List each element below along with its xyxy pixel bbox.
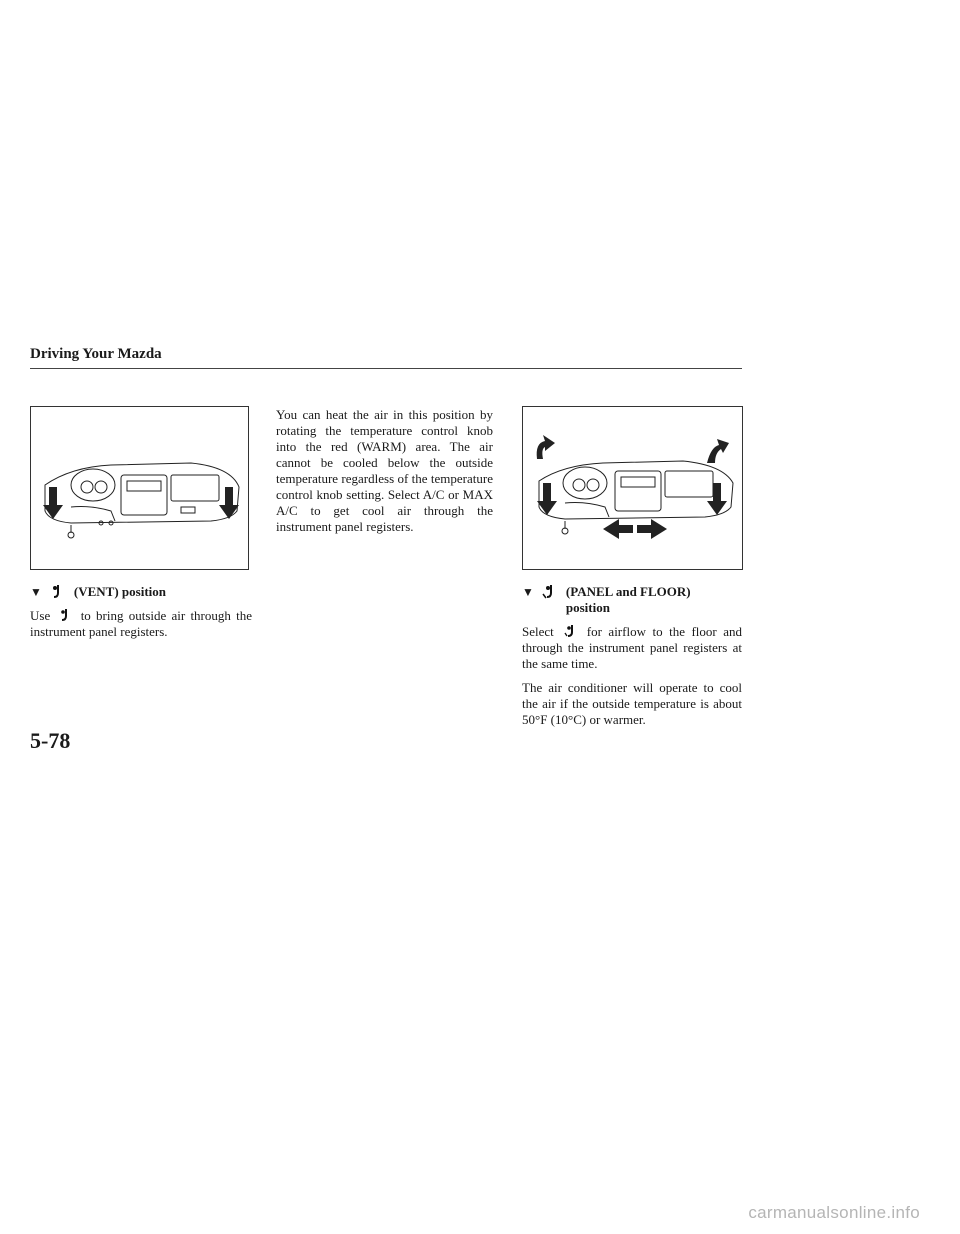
watermark: carmanualsonline.info bbox=[748, 1203, 920, 1222]
vent-body-end: to bring outside air through the instrument panel registers. bbox=[30, 608, 252, 639]
header-rule bbox=[30, 368, 742, 369]
panel-floor-mode-icon bbox=[564, 624, 576, 638]
panel-floor-heading-line2: position bbox=[565, 600, 610, 615]
panel-floor-heading bbox=[522, 584, 742, 616]
floor-left-arrow-icon bbox=[603, 519, 633, 539]
section-marker-icon: ▼ bbox=[522, 585, 534, 599]
section-title: Driving Your Mazda bbox=[30, 346, 162, 362]
vent-dashboard-illustration bbox=[30, 406, 249, 570]
dashboard-drawing bbox=[31, 407, 248, 569]
panel-floor-body-start: Select bbox=[522, 624, 554, 639]
vent-heading bbox=[30, 584, 252, 600]
vent-section bbox=[30, 584, 252, 648]
vent-body-start: Use bbox=[30, 608, 51, 623]
panel-floor-section bbox=[522, 584, 742, 736]
ac-operation-note: The air conditioner will operate to cool the air if the outside temperature is about 50°F (10°C) or warmer. bbox=[522, 680, 742, 727]
right-up-arrow-icon bbox=[707, 439, 729, 463]
panel-floor-dashboard-illustration bbox=[522, 406, 743, 570]
floor-right-arrow-icon bbox=[637, 519, 667, 539]
vent-mode-icon bbox=[50, 584, 64, 600]
section-marker-icon: ▼ bbox=[30, 585, 42, 599]
heating-note bbox=[276, 407, 493, 543]
left-up-arrow-icon bbox=[537, 435, 555, 459]
panel-floor-heading-line1: (PANEL and FLOOR) bbox=[565, 584, 691, 599]
page-number: 5-78 bbox=[30, 728, 71, 753]
vent-heading-text: (VENT) position bbox=[73, 584, 166, 599]
panel-floor-mode-icon bbox=[542, 584, 556, 600]
vent-mode-icon bbox=[59, 608, 71, 622]
panel-floor-body bbox=[522, 624, 742, 672]
heating-note-text: You can heat the air in this position by rotating the temperature control knob into the red (WARM) area. The air cannot be cooled below the outside temperature regardless of the temperature control knob setting. Select A/C or MAX A/C to get cool air through the instrument panel registers. bbox=[276, 407, 493, 534]
vent-body bbox=[30, 608, 252, 640]
panel-floor-body-end: for airflow to the floor and through the instrument panel registers at the same time. bbox=[522, 624, 742, 671]
dashboard-drawing bbox=[523, 407, 742, 569]
